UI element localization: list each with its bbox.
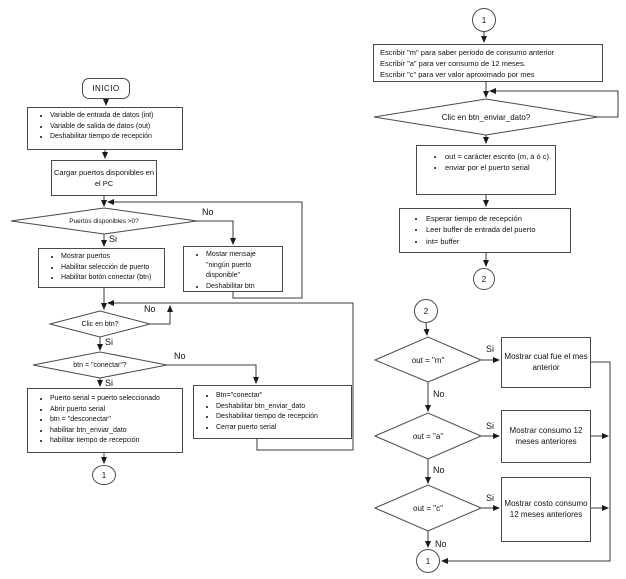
list-item: Escribir "m" para saber periodo de consumo anterior	[380, 48, 555, 57]
list-item: • habilitar btn_enviar_dato	[50, 426, 179, 437]
edge-c2-to-outm	[426, 323, 427, 335]
out-m-decision-shape	[375, 337, 481, 382]
list-item: • habilitar tiempo de recepción	[50, 436, 179, 447]
si-label-out-c: Si	[486, 493, 495, 503]
no-ports-box	[183, 246, 283, 292]
instructions-box	[373, 44, 603, 82]
si-label-ports: Si	[109, 234, 118, 244]
list-item: • Esperar tiempo de recepción	[426, 213, 567, 224]
no-label-conectar: No	[174, 351, 186, 361]
show-12-box	[501, 410, 591, 463]
list-item: • int= buffer	[426, 236, 567, 247]
list-item: • Leer buffer de entrada del puerto	[426, 224, 567, 235]
list-item: • Abrir puerto serial	[50, 405, 179, 416]
list-item: • Mostrar puertos	[61, 252, 161, 263]
show-12-label: Mostrar consumo 12 meses anteriores	[509, 426, 583, 446]
list-item: • Deshabilitar btn	[206, 282, 279, 293]
disconnect-actions-list	[194, 386, 351, 435]
no-ports-list	[184, 247, 282, 294]
start-label: INICIO	[92, 84, 120, 93]
connector-1-bottom	[416, 549, 440, 573]
start-node	[82, 78, 130, 99]
list-item: • Variable de salida de datos (out)	[50, 122, 179, 133]
list-item: • Btn="conectar"	[216, 391, 348, 402]
connector-1-left	[92, 465, 116, 485]
list-item: • Deshabilitar btn_enviar_dato	[216, 402, 348, 413]
disconnect-actions-box	[193, 385, 352, 439]
out-a-decision-label: out = "a"	[412, 431, 444, 441]
list-item: • Deshabilitar tiempo de recepción	[50, 132, 179, 143]
no-label-out-c: No	[435, 539, 447, 549]
no-label-click: No	[144, 304, 156, 314]
si-label-out-m: Si	[486, 344, 495, 354]
list-item: • Habilitar botón conectar (btn)	[61, 273, 161, 284]
si-label-conectar: Si	[105, 378, 114, 388]
connector-2-start-label: 2	[423, 306, 429, 316]
list-item: • enviar por el puerto serial	[445, 162, 552, 173]
list-item: Escribir "c" para ver valor aproximado por mes	[380, 69, 535, 79]
btn-conectar-decision-label: btn = "conectar"?	[73, 361, 127, 369]
connect-actions-list	[28, 389, 182, 449]
ports-available-decision-shape	[11, 208, 197, 234]
edge-ports-no	[197, 221, 233, 244]
out-m-decision-label: out = "m"	[411, 355, 445, 365]
load-ports-label: Cargar puertos disponibles en el PC	[53, 167, 155, 188]
click-send-decision-shape	[374, 99, 598, 135]
connector-1-left-label: 1	[101, 470, 107, 480]
ports-available-decision-label: Puertos disponibles >0?	[69, 217, 139, 225]
click-btn-decision-shape	[50, 311, 150, 337]
list-item: • Variable de entrada de datos (int)	[50, 111, 179, 122]
receive-actions-list	[400, 209, 570, 249]
no-label-out-m: No	[433, 389, 445, 399]
receive-actions-box	[399, 208, 571, 253]
out-a-decision-shape	[375, 413, 481, 459]
connector-2-end-label: 2	[481, 274, 487, 284]
instructions-lines	[380, 48, 598, 81]
list-item: Escribir "a" para ver consumo de 12 meses.	[380, 58, 526, 68]
list-item: • Mostar mensaje "ningún puerto disponible"	[206, 250, 279, 282]
connector-2-end	[473, 268, 495, 290]
si-label-out-a: Si	[486, 421, 495, 431]
click-btn-decision-label: Clic en btn?	[81, 320, 119, 328]
connector-2-start	[414, 299, 438, 323]
si-label-click: Si	[105, 337, 114, 347]
show-month-label: Mostrar cual fue el mes anterior	[504, 352, 588, 372]
show-ports-box	[38, 248, 165, 288]
show-cost-label: Mostrar costo consumo 12 meses anteriores	[504, 499, 588, 519]
out-c-decision-shape	[375, 485, 481, 531]
connector-1-top-label: 1	[481, 15, 487, 25]
list-item: • Puerto serial = puerto seleccionado	[50, 394, 179, 405]
show-cost-box	[501, 477, 591, 542]
list-item: • btn = "desconectar"	[50, 415, 179, 426]
no-label-out-a: No	[433, 465, 445, 475]
list-item: • Deshabilitar tiempo de recepción	[216, 412, 348, 423]
no-label-ports: No	[202, 207, 214, 217]
edge-conectar-no	[167, 365, 256, 383]
init-vars-list	[28, 108, 182, 145]
list-item: • Habilitar selección de puerto	[61, 263, 161, 274]
list-item: • Cerrar puerto serial	[216, 423, 348, 434]
connect-actions-box	[27, 388, 183, 453]
btn-conectar-decision-shape	[33, 352, 167, 378]
send-actions-box	[416, 145, 556, 195]
connector-1-bottom-label: 1	[425, 556, 431, 566]
send-actions-list	[417, 146, 555, 176]
init-vars-box	[27, 107, 183, 150]
show-month-box	[501, 337, 591, 388]
list-item: • out = carácter escrito (m, a ó c).	[445, 151, 552, 162]
click-send-decision-label: Clic en btn_enviar_dato?	[441, 112, 531, 122]
connector-1-top	[472, 8, 496, 32]
load-ports-box	[51, 160, 157, 196]
out-c-decision-label: out = "c"	[413, 503, 443, 513]
show-ports-list	[39, 249, 164, 286]
